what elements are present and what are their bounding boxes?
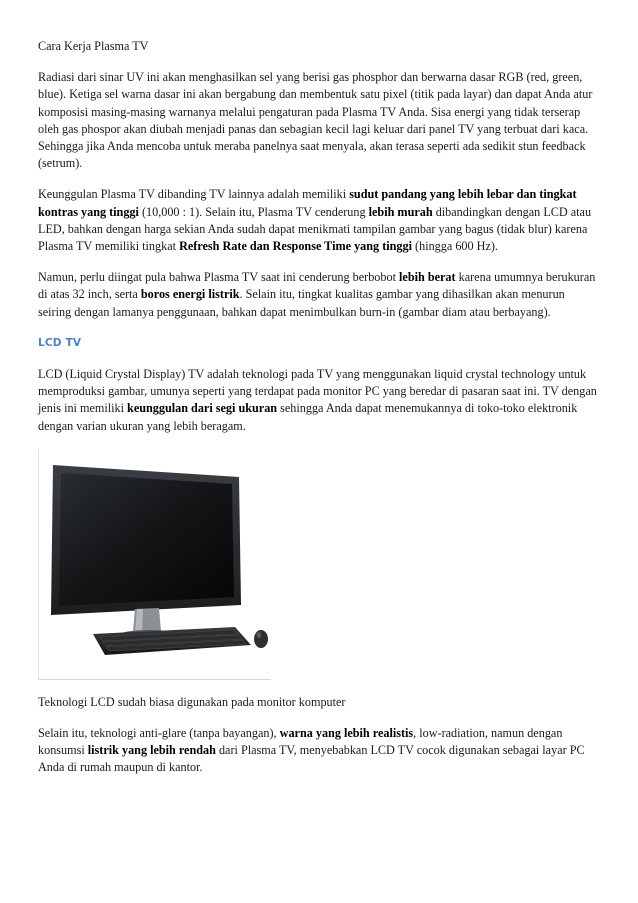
paragraph-plasma-drawbacks: Namun, perlu diingat pula bahwa Plasma TV saat ini cenderung berbobot lebih berat karena umumnya berukuran di atas 32 inch, serta boros energi listrik. Selain itu, tingkat kualitas gambar yang dihasilkan akan menurun seiring dengan lamanya penggunaan, bahkan dapat menimbulkan burn-in (gambar diam atau berbayang).: [38, 270, 596, 319]
bold-size-advantage: keunggulan dari segi ukuran: [127, 401, 278, 416]
bold-viewing-angle: sudut pandang yang lebih lebar dan tingkat kontras yang tinggi: [38, 187, 577, 219]
bold-cheaper: lebih murah: [368, 204, 433, 219]
section-title: Cara Kerja Plasma TV: [38, 39, 149, 53]
paragraph-plasma-process: Radiasi dari sinar UV ini akan menghasilkan sel yang berisi gas phosphor dan berwarna dasar RGB (red, green, blue). Ketiga sel warna dasar ini akan bergabung dan membentuk satu pixel (titik pada layar) dan dapat Anda atur komposisi masing-masing warnanya melalui pengaturan pada Plasma TV Anda. Sisa energi yang tidak terserap oleh gas phospor akan diubah menjadi panas dan sebagian kecil lagi keluar dari panel TV yang terbuat dari kaca. Sehingga jika Anda mencoba untuk meraba panelnya saat menyala, akan terasa seperti ada sedikit stun feedback (setrum).: [38, 70, 593, 171]
bold-heavier: lebih berat: [399, 270, 456, 285]
bold-refresh-rate: Refresh Rate dan Response Time yang tinggi: [179, 239, 412, 254]
lcd-tv-heading: LCD TV: [38, 336, 82, 349]
lcd-monitor-keyboard-icon: [39, 449, 271, 679]
figure-caption: Teknologi LCD sudah biasa digunakan pada monitor komputer: [38, 694, 346, 709]
bold-lower-power: listrik yang lebih rendah: [87, 743, 216, 758]
paragraph-lcd-intro: LCD (Liquid Crystal Display) TV adalah teknologi pada TV yang menggunakan liquid crystal technology untuk memproduksi gambar, umunya seperti yang terdapat pada monitor PC yang beredar di pasaran saat ini. TV dengan jenis ini memiliki keunggulan dari segi ukuran sehingga Anda dapat menemukannya di toko-toko elektronik dengan varian ukuran yang lebih beragam.: [38, 367, 597, 433]
document-page: [38, 38, 600, 791]
lcd-monitor-figure: [38, 449, 271, 680]
bold-energy-waste: boros energi listrik: [140, 287, 240, 302]
paragraph-lcd-benefits: Selain itu, teknologi anti-glare (tanpa bayangan), warna yang lebih realistis, low-radiation, namun dengan konsumsi listrik yang lebih rendah dari Plasma TV, menyebabkan LCD TV cocok digunakan sebagai layar PC Anda di rumah maupun di kantor.: [38, 726, 585, 775]
paragraph-plasma-advantages: Keunggulan Plasma TV dibanding TV lainnya adalah memiliki sudut pandang yang lebih lebar dan tingkat kontras yang tinggi (10,000 : 1). Selain itu, Plasma TV cenderung lebih murah dibandingkan dengan LCD atau LED, bahkan dengan harga sekian Anda sudah dapat menikmati tampilan gambar yang bagus (tidak blur) karena Plasma TV memiliki tingkat Refresh Rate dan Response Time yang tinggi (hingga 600 Hz).: [38, 187, 592, 254]
bold-realistic-color: warna yang lebih realistis: [279, 726, 414, 741]
